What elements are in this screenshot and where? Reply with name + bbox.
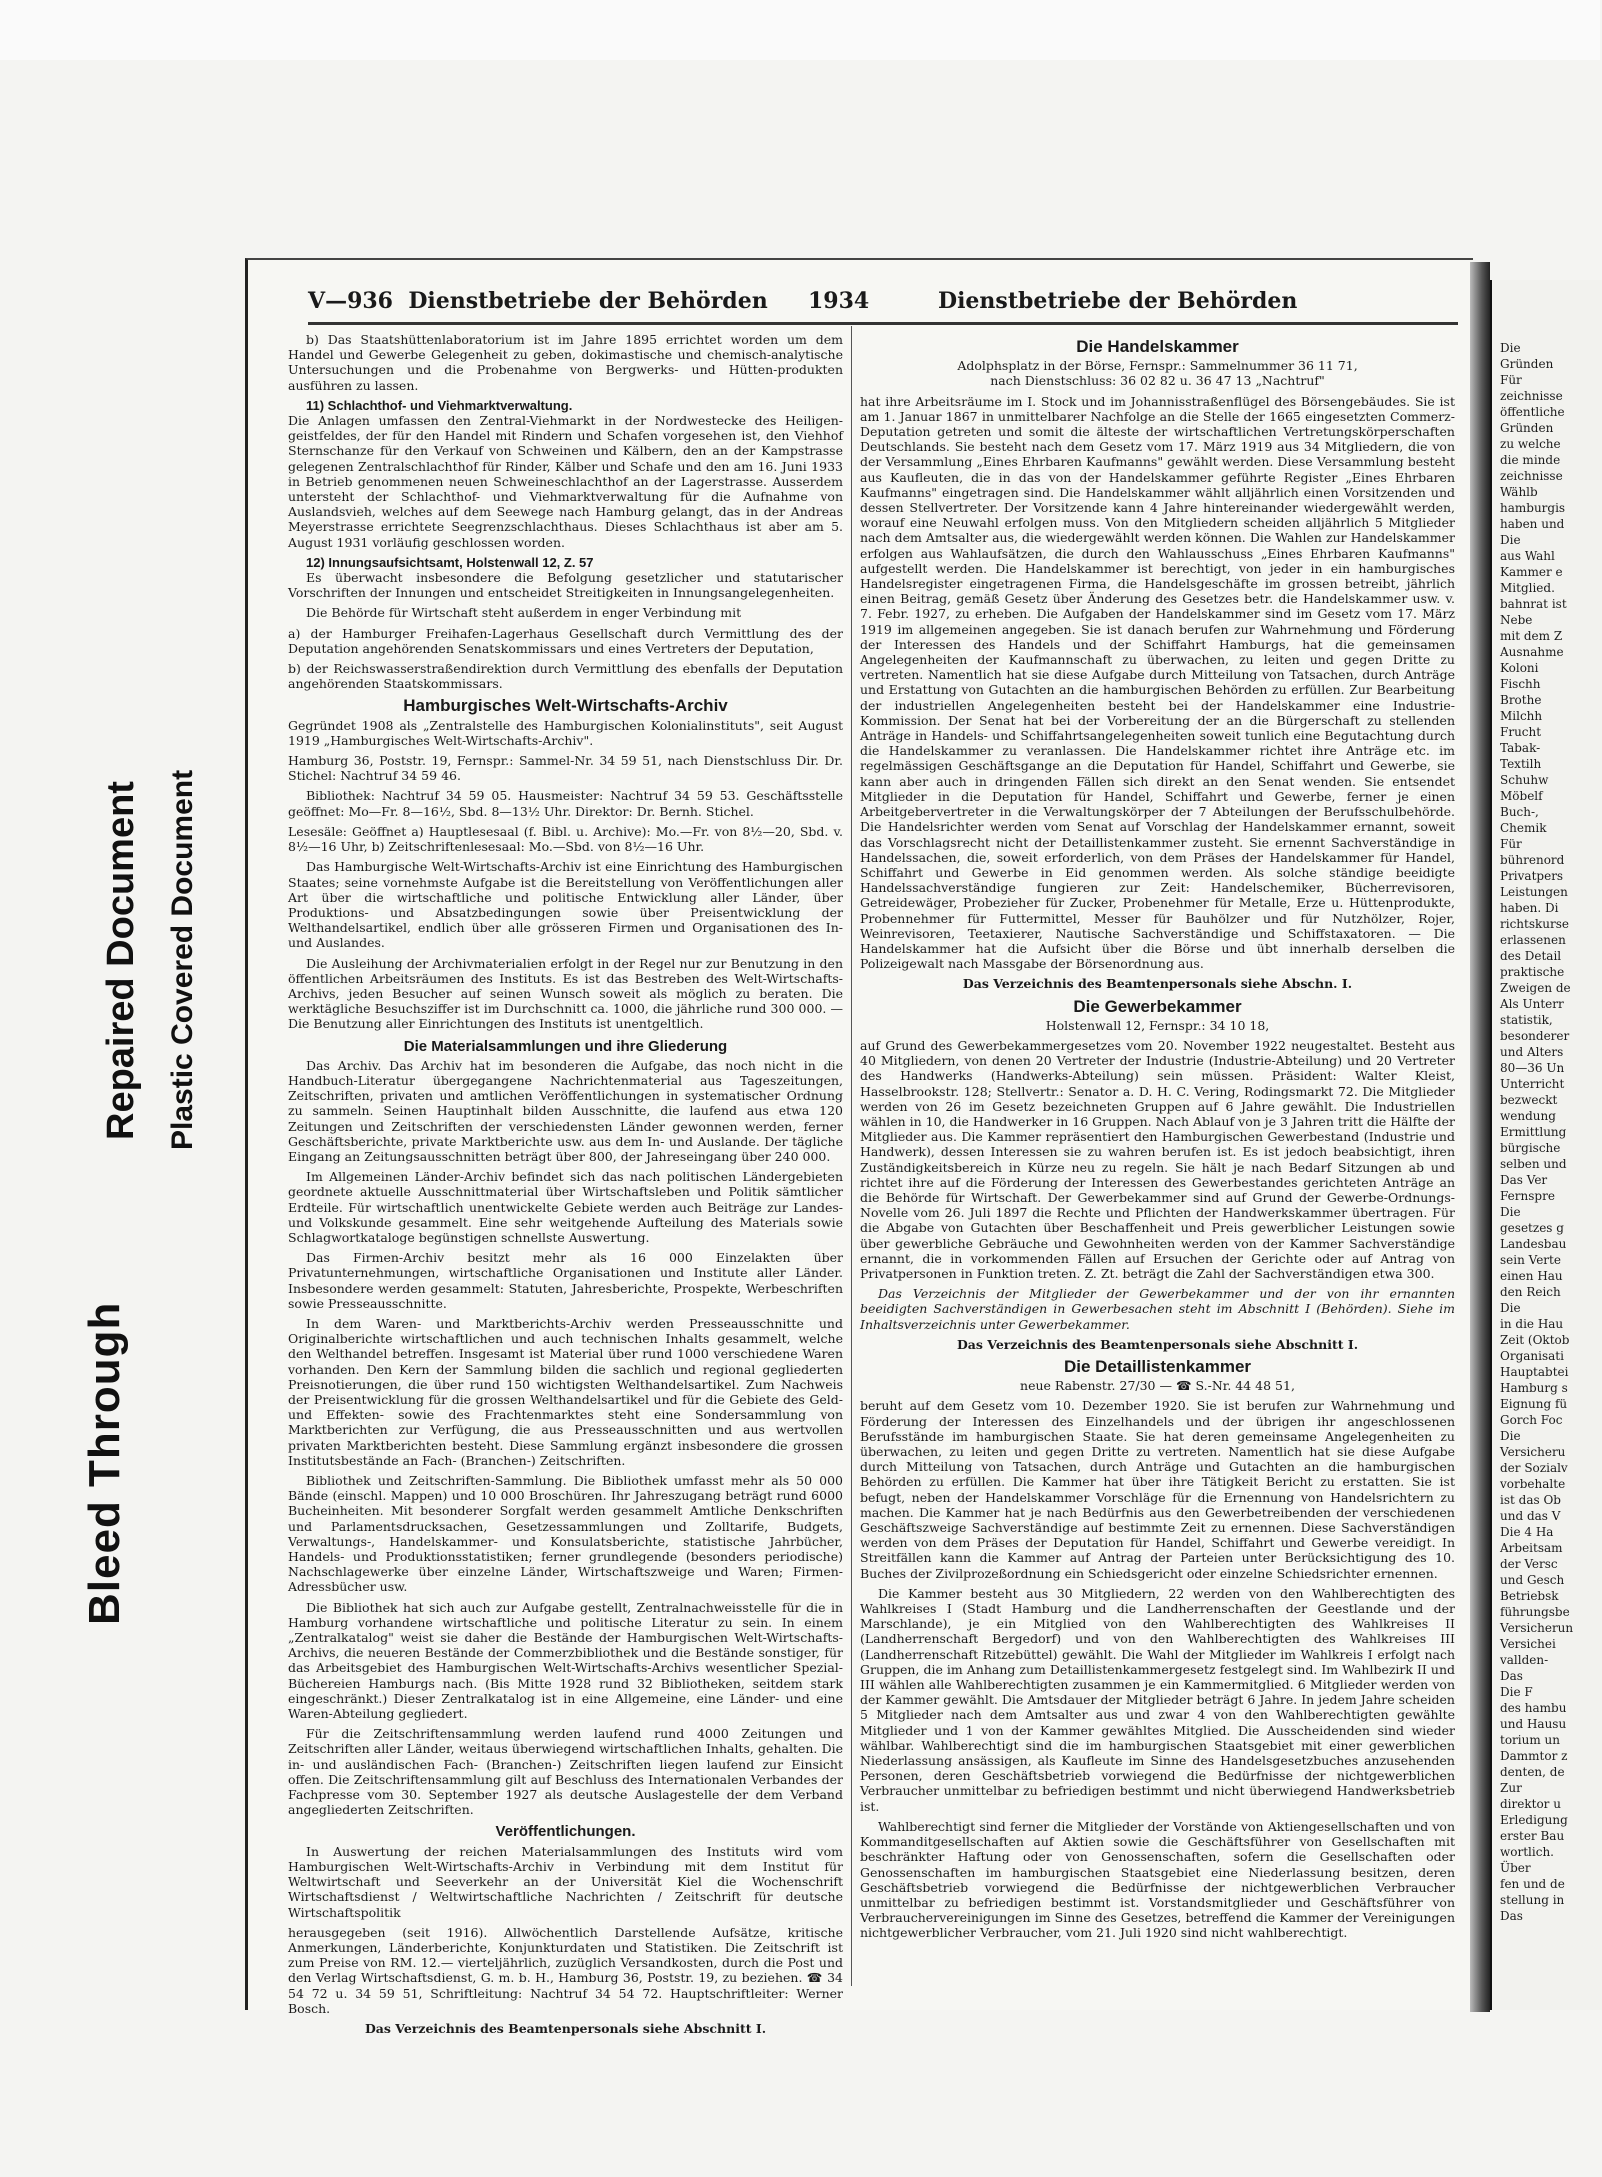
staatshuettenlaboratorium: b) Das Staatshüttenlaboratorium ist im Jahre 1895 errichtet worden um dem Handel und Gewerbe Gelegenheit zu geben, dokimastische und chemisch-analytische Untersuchungen und die Probenahme von Bergwerks- und Hütten-produkten ausführen zu lassen.	[288, 332, 843, 393]
facing-page-line: sein Verte	[1500, 1253, 1561, 1267]
facing-page-line: Hamburg s	[1500, 1381, 1568, 1395]
facing-page-line: Die	[1500, 341, 1521, 355]
bibliothek-paragraph-1: Bibliothek und Zeitschriften-Sammlung. Die Bibliothek umfasst mehr als 50 000 Bände (einschl. Mappen) und 10 000 Broschüren. Ihr Jahreszugang beträgt rund 6000 Bucheinheiten. Mit besonderer Sorgfalt werden gesammelt Amtliche Denkschriften und Parlamentsdrucksachen, Gesetzessammlungen und Zolltarife, Budgets, Verwaltungs-, Handelskammer- und Konsulatsberichte, statistische Jahrbücher, Handels- und Produktionsstatistiken; ferner grundlegende (besonders periodische) Nachschlagewerke über einzelne Länder, Wirtschaftszweige und Waren; Firmen-Adressbücher usw.	[288, 1473, 843, 1595]
facing-page-line: Das Ver	[1500, 1173, 1548, 1187]
facing-page-line: Fischh	[1500, 677, 1541, 691]
facing-page-line: selben und	[1500, 1157, 1567, 1171]
facing-page-line: Landesbau	[1500, 1237, 1567, 1251]
detaillistenkammer-heading: Die Detaillistenkammer	[1063, 1357, 1252, 1376]
bibliothek-paragraph-2: Die Bibliothek hat sich auch zur Aufgabe gestellt, Zentralnachweisstelle für die in Hamburg vorhandene wirtschaftliche und politische Literatur zu sein. In einem „Zentralkatalog" weist sie daher die Bestände der Hamburgischen Welt-Wirtschafts-Archivs, die neueren Bestände der Commerzbibliothek und die Bestände sonstiger, für das Arbeitsgebiet des Hamburgischen Welt-Wirtschafts-Archivs wesentlicher Spezial-Büchereien Hamburgs nach. (Bis Mitte 1928 rund 32 Bibliotheken, seitdem stark eingeschränkt.) Dieser Zentralkatalog ist in eine Allgemeine, eine Länder- und eine Waren-Abteilung gegliedert.	[288, 1599, 843, 1722]
facing-page-line: stellung in	[1500, 1893, 1565, 1907]
facing-page-line: des Detail	[1500, 949, 1562, 963]
gewerbekammer-footer: Das Verzeichnis des Beamtenpersonals siehe Abschnitt I.	[956, 1336, 1359, 1352]
behoerde-intro: Die Behörde für Wirtschaft steht außerdem in enger Verbindung mit	[306, 605, 742, 621]
facing-page-line: Organisati	[1500, 1349, 1564, 1363]
materials-archiv: Das Archiv. Das Archiv hat im besonderen die Aufgabe, das noch nicht in die Handbuch-Literatur übergegangene Nachrichtenmaterial aus Tageszeitungen, Zeitschriften, privaten und amtlichen Veröffentlichungen in systematischer Ordnung zu sammeln. Seinen Hauptinhalt bilden Ausschnitte, die laufend aus etwa 120 Zeitungen und Zeitschriften der verschiedensten Länder gewonnen werden, ferner Geschäftsberichte, private Marktberichte usw. aus dem In- und Auslande. Der tägliche Eingang an Zeitungsausschnitten beträgt über 800, der Jahreseingang über 240 000.	[288, 1057, 843, 1164]
detaillistenkammer-paragraph-1: beruht auf dem Gesetz vom 10. Dezember 1920. Sie ist berufen zur Wahrnehmung und Förderung der Interessen des Einzelhandels und der übrigen ihr angeschlossenen Berufsstände im hamburgischen Staate. Sie hat deren gemeinsame Angelegenheiten zu überwachen, zu leiten und gegen Dritte zu vertreten. Namentlich hat sie diese Aufgabe durch Mitteilung von Tatsachen, durch Anträge und Gutachten an die hamburgischen Behörden zu erfüllen. Die Kammer hat über ihre Tätigkeit Bericht zu erstatten. Sie ist befugt, neben der Handelskammer Vorschläge für die Ernennung von Handelsrichtern zu machen. Die Kammer hat je nach Bedürfnis aus den Gewerbetreibenden der verschiedenen Geschäftszweige Sachverständige auf bestimmte Zeit zu ernennen. Diese Sachverständigen werden von dem Präses der Deputation für Handel, Schiffahrt und Gewerbe vereidigt. In Streitfällen kann die Kammer auf Antrag der Parteien unter Berücksichtigung des 10. Buches der Zivilprozeßordnung ein Schiedsgericht oder einzelne Schiedsrichter ernennen.	[860, 1398, 1455, 1581]
facing-page-line: Zur	[1500, 1781, 1522, 1795]
running-title-right: Dienstbetriebe der Behörden	[938, 288, 1298, 314]
archiv-paragraph-2: Die Ausleihung der Archivmaterialien erfolgt in der Regel nur zur Benutzung in den öffentlichen Arbeitsräumen des Instituts. Es ist das Bestreben des Welt-Wirtschafts-Archivs, jeden Besucher auf seinen Wunsch soweit als möglich zu beraten. Die werktägliche Besuchsziffer ist im Durchschnitt ca. 1000, die jährliche rund 300 000. — Die Benutzung aller Einrichtungen des Instituts ist unentgeltlich.	[288, 955, 843, 1032]
facing-page-line: Zeit (Oktob	[1500, 1333, 1570, 1347]
facing-page-line: Koloni	[1500, 661, 1539, 675]
facing-page-line: Gorch Foc	[1500, 1413, 1563, 1427]
publications-paragraph-1: In Auswertung der reichen Materialsammlungen des Instituts wird vom Hamburgischen Welt-Wirtschafts-Archiv in Verbindung mit dem Institut für Weltwirtschaft und Seeverkehr an der Universität Kiel die Wochenschrift Wirtschaftsdienst / Weltwirtschaftliche Nachrichten / Zeitschrift für deutsche Wirtschaftspolitik	[288, 1843, 843, 1920]
facing-page-line: Versicherun	[1500, 1621, 1574, 1635]
facing-page-line: Dammtor z	[1500, 1749, 1568, 1763]
left-footer-note: Das Verzeichnis des Beamtenpersonals siehe Abschnitt I.	[364, 2020, 767, 2036]
section-11-text: Die Anlagen umfassen den Zentral-Viehmarkt in der Nordwestecke des Heiligen-geistfeldes, der für den Handel mit Rindern und Schafen vorgesehen ist, den Viehhof Sternschanze für den Verkauf von Schweinen und Kälbern, den an der Kampstrasse gelegenen Zentralschlachthof für Rinder, Kälber und Schafe und den am 16. Juni 1933 in Betrieb genommenen neuen Schweineschlachthof an der Lagerstrasse. Ausserdem untersteht der Schlachthof- und Viehmarktverwaltung für die Aufnahme von Auslandsvieh, welches auf dem Seewege nach Hamburg gelangt, das in der Andreas Meyerstrasse errichtete Seegrenzschlachthaus. Dieses Schlachthaus ist aber am 5. August 1931 vorläufig geschlossen worden.	[288, 413, 843, 550]
detaillistenkammer-address: neue Rabenstr. 27/30 — ☎ S.-Nr. 44 48 51,	[1020, 1378, 1295, 1394]
facing-page-line: den Reich	[1500, 1285, 1561, 1299]
facing-page-line: erlassenen	[1500, 933, 1566, 947]
facing-page-line: wortlich.	[1500, 1845, 1554, 1859]
facing-page-line: vorbehalte	[1500, 1477, 1566, 1491]
facing-page-line: bahnrat ist	[1500, 597, 1567, 611]
facing-page-line: Fernspre	[1500, 1189, 1555, 1203]
facing-page-line: die minde	[1500, 453, 1561, 467]
facing-page-line: torium un	[1500, 1733, 1560, 1747]
left-column	[288, 332, 843, 2041]
facing-page-line: Für	[1500, 837, 1522, 851]
archiv-heading: Hamburgisches Welt-Wirtschafts-Archiv	[403, 696, 728, 716]
facing-page-line: des hambu	[1500, 1701, 1567, 1715]
facing-page-line: Buch-,	[1500, 805, 1539, 819]
facing-page-line: Möbelf	[1500, 789, 1543, 803]
facing-page-line: Ermittlung	[1500, 1125, 1567, 1139]
facing-page-line: Mitglied.	[1500, 581, 1555, 595]
handelskammer-footer: Das Verzeichnis des Beamtenpersonals siehe Abschn. I.	[962, 976, 1353, 992]
detaillistenkammer-paragraph-3: Wahlberechtigt sind ferner die Mitglieder der Vorstände von Aktiengesellschaften und von Kommanditgesellschaften auf Aktien sowie die Geschäftsführer von Gesellschaften mit beschränkter Haftung oder von Genossenschaften, sofern die Gesellschaften oder Genossenschaften im hamburgischen Staatsgebiet eine Niederlassung besitzen, deren Geschäftsbetrieb vorwiegend die Bedürfnisse der nichtgewerblichen Verbraucher unmittelbar zu befriedigen bestimmt ist. Vorstandsmitglieder und Geschäftsführer von Verbrauchervereinigungen im Sinne des Gesetzes, betreffend die Kammer der Vereinigungen nichtgewerblicher Verbraucher, vom 21. Juli 1920 sind nicht wahlberechtigt.	[860, 1818, 1455, 1941]
facing-page-line: Wählb	[1500, 485, 1538, 499]
facing-page-line: Das	[1500, 1669, 1523, 1683]
facing-page-line: und Alters	[1500, 1045, 1564, 1059]
facing-page-line: Leistungen	[1500, 885, 1568, 899]
facing-page-line: Die	[1500, 1429, 1521, 1443]
behoerde-a: a) der Hamburger Freihafen-Lagerhaus Gesellschaft durch Vermittlung des der Deputation angehörenden Senatskommissars und eines Vertreters der Deputation,	[288, 625, 843, 656]
facing-page-line: zeichnisse	[1500, 469, 1563, 483]
facing-page-line: Nebe	[1500, 613, 1533, 627]
facing-page-line: Arbeitsam	[1500, 1541, 1563, 1555]
archiv-founded: Gegründet 1908 als „Zentralstelle des Hamburgischen Kolonialinstituts", seit August 1919 „Hamburgisches Welt-Wirtschafts-Archiv".	[288, 717, 843, 748]
handelskammer-address-1: Adolphsplatz in der Börse, Fernspr.: Sammelnummer 36 11 71,	[957, 358, 1358, 374]
facing-page-line: bürgische	[1500, 1141, 1561, 1155]
facing-page-line: Erledigung	[1500, 1813, 1568, 1827]
facing-page-line: denten, de	[1500, 1765, 1565, 1779]
archiv-reading-rooms: Lesesäle: Geöffnet a) Hauptlesesaal (f. Bibl. u. Archive): Mo.—Fr. von 8½—20, Sbd. v. 8½—16 Uhr, b) Zeitschriftenlesesaal: Mo.—Sbd. von 8½—16 Uhr.	[288, 823, 843, 855]
facing-page-line: wendung	[1500, 1109, 1556, 1123]
header-rule	[308, 322, 1458, 325]
materials-waren: In dem Waren- und Marktberichts-Archiv werden Presseausschnitte und Originalberichte wirtschaftlichen und auch technischen Inhalts gesammelt, welche den Welthandel betreffen. Insgesamt ist Material über rund 1000 verschiedene Waren vorhanden. Den Kern der Sammlung bilden die sachlich und regional gegliederten Preisnotierungen, die über rund 150 wichtigsten Welthandelsartikel. Zum Nachweis der Preisentwicklung für die grossen Welthandelsartikel und für die Gebiete des Geld- und Effekten- sowie des Frachtenmarktes steht eine Sondersammlung von Marktberichten zur Verfügung, die aus Presseausschnitten und aus wertvollen privaten Marktberichten besteht. Diese Sammlung ergänzt insbesondere die grossen Institutsbestände an Fach- (Branchen-) Zeitschriften.	[288, 1315, 843, 1468]
facing-page-line: Gründen	[1500, 357, 1554, 371]
archiv-paragraph-1: Das Hamburgische Welt-Wirtschafts-Archiv ist eine Einrichtung des Hamburgischen Staates; seine vornehmste Aufgabe ist die Bereitstellung von Veröffentlichungen aller Art über die wirtschaftliche und politische Entwicklung aller Länder, über Produktions- und Absatzbedingungen sowie über Preisentwicklung der Welthandelsartikel, endlich über alle grösseren Firmen und Organisationen des In- und Auslandes.	[288, 859, 843, 951]
facing-page-line: Das	[1500, 1909, 1523, 1923]
facing-page-line: Die	[1500, 1301, 1521, 1315]
facing-page-line: Kammer e	[1500, 565, 1563, 579]
materials-laender: Im Allgemeinen Länder-Archiv befindet sich das nach politischen Ländergebieten geordnete aktuelle Ausschnittmaterial über Wirtschaftsleben und Politik sämtlicher Erdteile. Für wirtschaftlich unentwickelte Gebiete werden auch Beiträge zur Landes- und Volkskunde gesammelt. Eine sehr weitgehende Aufteilung des Materials sowie Schlagwortkataloge begünstigen schnellste Auswertung.	[288, 1169, 843, 1245]
facing-page-line: Über	[1500, 1861, 1531, 1875]
facing-page-line: vallden-	[1500, 1653, 1549, 1667]
facing-page-line: gesetzes g	[1500, 1221, 1564, 1235]
gewerbekammer-address: Holstenwall 12, Fernspr.: 34 10 18,	[1045, 1017, 1270, 1033]
facing-page-line: und das V	[1500, 1509, 1561, 1523]
facing-page-line: Schuhw	[1500, 773, 1549, 787]
bibliothek-paragraph-3: Für die Zeitschriftensammlung werden laufend rund 4000 Zeitungen und Zeitschriften aller Länder, weitaus überwiegend wirtschaftlichen Inhalts, gehalten. Die in- und ausländischen Fach- (Branchen-) Zeitschriften liegen laufend zur Einsicht offen. Die Zeitschriftensammlung gilt auf Beschluss des Internationalen Verbandes der Fachpresse vom 30. September 1927 als deutsche Auslagestelle der dem Verband angegliederten Zeitschriften.	[288, 1726, 843, 1818]
plastic-covered-label: Plastic Covered Document	[166, 769, 199, 1150]
section-11-title: 11) Schlachthof- und Viehmarktverwaltung.	[306, 397, 573, 413]
year: 1934	[808, 288, 870, 314]
facing-page-line: bührenord	[1500, 853, 1565, 867]
right-column	[860, 332, 1455, 1946]
facing-page-line: Ausnahme	[1500, 645, 1564, 659]
publications-heading: Veröffentlichungen.	[495, 1823, 636, 1841]
facing-page-line: und Gesch	[1500, 1573, 1565, 1587]
handelskammer-text: hat ihre Arbeitsräume im I. Stock und im Johannisstraßenflügel des Börsengebäudes. Sie ist am 1. Januar 1867 in unmittelbarer Nachfolge an die Stelle der 1665 eingesetzten Commerz-Deputation getreten und somit die älteste der wirtschaftlichen Vertretungskörperschaften Deutschlands. Sie besteht nach dem Gesetz vom 17. März 1919 aus 34 Mitgliedern, die von der Versammlung „Eines Ehrbaren Kaufmanns" gewählt werden. Diese Versammlung besteht aus Kaufleuten, die in das von der Handelskammer geführte Register „Eines Ehrbaren Kaufmanns" eingetragen sind. Die Handelskammer wählt alljährlich einen Vorsitzenden und dessen Stellvertreter. Der Vorsitzende kann 4 Jahre hintereinander wiedergewählt werden, worauf eine Neuwahl erfolgen muss. Von den Mitgliedern scheiden alljährlich 5 Mitglieder nach dem Amtsalter aus, die wiedergewählt werden können. Die Wahlen zur Handelskammer erfolgen aus Wahlaufsätzen, die durch den Wahlausschuss „Eines Ehrbaren Kaufmanns" aufgestellt werden. Die Handelskammer ist berechtigt, von jeder in ein hamburgisches Handelsregister eingetragenen Firma, die Handelsgeschäfte im grossen betreibt, jährlich einen Beitrag, gemäß Gesetz über Änderung des Gesetzes betr. die Handelskammer usw. v. 7. Febr. 1927, zu erheben. Die Aufgaben der Handelskammer sind im Gesetz vom 17. März 1919 im allgemeinen angegeben. Sie ist danach berufen zur Wahrnehmung und Förderung der Interessen des Handels und der Schiffahrt Hamburgs, hat die gemeinsamen Angelegenheiten der Kaufmannschaft zu überwachen, zu leiten und gegen Dritte zu vertreten. Namentlich hat sie diese Aufgabe durch Mitteilung von Tatsachen, durch Anträge und Erstattung von Gutachten an die hamburgischen Behörden zu erfüllen. Zur Bearbeitung der industriellen Angelegenheiten besteht bei der Handelskammer eine Industrie-Kommission. Der Senat hat bei der Vorbereitung der an die Bürgerschaft zu stellenden Anträge in Handels- und Schiffahrtsangelegenheiten soweit tunlich eine Begutachtung durch die Handelskammer zu veranlassen. Die Handelskammer richtet ihre Anträge etc. im regelmässigen Geschäftsgange an die Deputation für Handel, Schiffahrt und Gewerbe, sie kann aber auch in dringenden Fällen sich direkt an den Senat wenden. Sie entsendet Mitglieder in die Deputation für Handel, Schiffahrt und Gewerbe, ferner je einen Arbeitgebervertreter in die Verwaltungskörper der 7 Abteilungen der Berufsschulbehörde. Die Handelsrichter werden vom Senat auf Vorschlag der Handelskammer ernannt, soweit das Vorschlagsrecht nicht der Detaillistenkammer zusteht. Sie ernennt Sachverständige in Handelssachen, die, soweit erforderlich, von dem Präses der Handelskammer für Handel, Schiffahrt und Gewerbe in Eid genommen werden. Als solche ständige beeidigte Handelssachverständige fungieren zur Zeit: Handelschemiker, Bücherrevisoren, Getreidewäger, Probezieher für Zucker, Probenehmer für Metalle, Erze u. Hüttenprodukte, Probennehmer für Futtermittel, Messer für Bauhölzer und für Nutzhölzer, Rojer, Weinrevisoren, Teetaxierer, Nautische Sachverständige und Schiffstaxatoren. — Die Handelskammer hat die Aufsicht über die Börse und übt innerhalb derselben die Polizeigewalt nach Massgabe der Börsenordnung aus.	[860, 393, 1455, 972]
facing-page-line: der Sozialv	[1500, 1461, 1568, 1475]
facing-page-line: erster Bau	[1500, 1829, 1565, 1843]
archiv-address: Hamburg 36, Poststr. 19, Fernspr.: Sammel-Nr. 34 59 51, nach Dienstschluss Dir. Dr. Stichel: Nachtruf 34 59 46.	[288, 753, 843, 784]
publications-paragraph-2: herausgegeben (seit 1916). Allwöchentlich Darstellende Aufsätze, kritische Anmerkungen, Länderberichte, Konjunkturdaten und Statistiken. Die Zeitschrift ist zum Preise von RM. 12.— vierteljährlich, zuzüglich Versandkosten, durch die Post und den Verlag Wirtschaftsdienst, G. m. b. H., Hamburg 36, Poststr. 19, zu beziehen. ☎ 34 54 72 u. 34 59 51, Schriftleitung: Nachtruf 34 54 72. Hauptschriftleiter: Werner Bosch.	[288, 1924, 843, 2016]
facing-page-fragment	[1490, 280, 1602, 2010]
facing-page-line: der Versc	[1500, 1557, 1558, 1571]
facing-page-line: zu welche	[1500, 437, 1561, 451]
bleed-through-label: Bleed Through	[80, 1301, 129, 1625]
facing-page-line: direktor u	[1500, 1797, 1561, 1811]
facing-page-line: und Hausu	[1500, 1717, 1567, 1731]
facing-page-line: Unterricht	[1500, 1077, 1565, 1091]
handelskammer-address-2: nach Dienstschluss: 36 02 82 u. 36 47 13 „Nachtruf"	[990, 373, 1325, 389]
facing-page-line: Hauptabtei	[1500, 1365, 1569, 1379]
facing-page-line: Gründen	[1500, 421, 1554, 435]
facing-page-line: Chemik	[1500, 821, 1547, 835]
facing-page-line: Die	[1500, 1205, 1521, 1219]
facing-page-line: haben und	[1500, 517, 1565, 531]
facing-page-line: Eignung fü	[1500, 1397, 1568, 1411]
facing-page-line: in die Hau	[1500, 1317, 1564, 1331]
book-gutter	[1470, 262, 1490, 2012]
facing-page-line: Frucht	[1500, 725, 1542, 739]
facing-page-line: praktische	[1500, 965, 1565, 979]
facing-page-line: Versichei	[1500, 1637, 1556, 1651]
facing-page-line: Brothe	[1500, 693, 1542, 707]
materials-heading: Die Materialsammlungen und ihre Gliederung	[403, 1037, 728, 1055]
facing-page-line: Die	[1500, 533, 1521, 547]
page-header	[308, 288, 1458, 322]
facing-page-line: zeichnisse	[1500, 389, 1563, 403]
facing-page-line: Textilh	[1500, 757, 1542, 771]
gewerbekammer-note: Das Verzeichnis der Mitglieder der Gewerbekammer und der von ihr ernannten beeidigten Sachverständigen in Gewerbesachen steht im Abschnitt I (Behörden). Siehe im Inhaltsverzeichnis unter Gewerbekammer.	[860, 1286, 1455, 1332]
facing-page-line: führungsbe	[1500, 1605, 1570, 1619]
facing-page-line: Die F	[1500, 1685, 1533, 1699]
page-number: V—936	[308, 288, 393, 314]
facing-page-line: statistik,	[1500, 1013, 1553, 1027]
facing-page-line: Als Unterr	[1500, 997, 1564, 1011]
facing-page-line: fen und de	[1500, 1877, 1565, 1891]
facing-page-line: Zweigen de	[1500, 981, 1571, 995]
facing-page-line: Milchh	[1500, 709, 1543, 723]
facing-page-line: Tabak-	[1500, 741, 1541, 755]
scan-top-margin	[0, 0, 1600, 60]
facing-page-line: Die 4 Ha	[1500, 1525, 1554, 1539]
archiv-library: Bibliothek: Nachtruf 34 59 05. Hausmeister: Nachtruf 34 59 53. Geschäftsstelle geöffnet: Mo—Fr. 8—16½, Sbd. 8—13½ Uhr. Direktor: Dr. Bernh. Stichel.	[288, 788, 843, 819]
facing-page-line: richtskurse	[1500, 917, 1569, 931]
facing-page-line: bezweckt	[1500, 1093, 1558, 1107]
facing-page-line: Privatpers	[1500, 869, 1564, 883]
document-page	[245, 258, 1473, 2036]
detaillistenkammer-paragraph-2: Die Kammer besteht aus 30 Mitgliedern, 22 werden von den Wahlberechtigten des Wahlkreises I (Stadt Hamburg und die Landherrenschaften der Geestlande und der Marschlande), je ein Mitglied von den Wahlberechtigten des Wahlkreises II (Landherrenschaft Bergedorf) und von den Wahlberechtigten des Wahlkreises III (Landherrenschaft Ritzebüttel) gewählt. Die Wahl der Mitglieder im Wahlkreis I erfolgt nach Gruppen, die im Anhang zum Detaillistenkammergesetz festgelegt sind. Im Wahlbezirk II und III wählen alle Wahlberechtigten zusammen je ein Kammermitglied. 6 Mitglieder werden von der Kammer gewählt. Die Amtsdauer der Mitglieder beträgt 6 Jahre. In jedem Jahre scheiden 5 Mitglieder nach dem Amtsalter aus und zwar 4 von den Wahlberechtigten gewählte Mitglieder und 1 von der Kammer gewähltes Mitglied. Die Ausscheidenden sind wieder wählbar. Wahlberechtigt sind die im hamburgischen Staatsgebiet mit einer gewerblichen Niederlassung ansässigen, als Kaufleute im Sinne des Handelsgesetzbuches anzusehenden Personen, deren Geschäftsbetrieb vorwiegend die Bedürfnisse der nichtgewerblichen Verbraucher unmittelbar zu befriedigen bestimmt und nicht überwiegend Handwerksbetrieb ist.	[860, 1585, 1455, 1814]
facing-page-line: öffentliche	[1500, 405, 1565, 419]
gewerbekammer-text: auf Grund des Gewerbekammergesetzes vom 20. November 1922 neugestaltet. Besteht aus 40 Mitgliedern, von denen 20 Vertreter der Industrie (Industrie-Abteilung) und 20 Vertreter des Handwerks (Handwerks-Abteilung) sein müssen. Präsident: Walter Kleist, Hasselbrookstr. 128; Stellvertr.: Senator a. D. H. C. Vering, Rodingsmarkt 72. Die Mitglieder werden von 26 im Gesetz bezeichneten Gruppen auf 6 Jahre gewählt. Die Industriellen wählen in 10, die Handwerker in 16 Gruppen. Nach Ablauf von je 3 Jahren tritt die Hälfte der Mitglieder aus. Die Kammer repräsentiert den Hamburgischen Gewerbestand (Industrie und Handwerk), dessen Interessen sie zu wahren berufen ist. Es ist jedoch beabsichtigt, ihren Zuständigkeitsbereich in Kürze neu zu regeln. Sie hält je nach Bedarf Sitzungen ab und richtet ihre auf die Förderung der Interessen des Gewerbestandes gerichteten Anträge an die Behörde für Wirtschaft. Der Gewerbekammer sind auf Grund der Gewerbe-Ordnungs-Novelle vom 26. Juli 1897 die Rechte und Pflichten der Handwerkskammer übertragen. Für die Abgabe von Gutachten über Beschaffenheit und Preis gewerblicher Leistungen sowie über gewerbliche Gebräuche und Gewohnheiten werden von der Kammer Sachverständige ernannt, die in vorkommenden Fällen auf Ersuchen der Gerichte oder auf Antrag von Privatpersonen in Funktion treten. Z. Zt. beträgt die Zahl der Sachverständigen etwa 300.	[860, 1037, 1455, 1281]
repaired-document-label: Repaired Document	[100, 781, 142, 1140]
gewerbekammer-heading: Die Gewerbekammer	[1073, 996, 1242, 1016]
column-separator	[851, 326, 852, 1986]
facing-page-line: besonderer	[1500, 1029, 1570, 1043]
behoerde-b: b) der Reichswasserstraßendirektion durch Vermittlung des ebenfalls der Deputation angehörenden Staatskommissars.	[288, 661, 843, 692]
running-title-left: Dienstbetriebe der Behörden	[408, 288, 768, 314]
handelskammer-heading: Die Handelskammer	[1076, 337, 1239, 356]
facing-page-line: ist das Ob	[1500, 1493, 1561, 1507]
facing-page-line: Versicheru	[1500, 1445, 1566, 1459]
materials-firmen: Das Firmen-Archiv besitzt mehr als 16 000 Einzelakten über Privatunternehmungen, wirtschaftliche Organisationen und Institute aller Länder. Insbesondere werden gesammelt: Statuten, Jahresberichte, Prospekte, Werbeschriften sowie Presseausschnitte.	[288, 1250, 843, 1311]
page-number-and-title	[308, 288, 768, 314]
facing-page-line: mit dem Z	[1500, 629, 1563, 643]
facing-page-text	[1492, 280, 1602, 1924]
facing-page-line: einen Hau	[1500, 1269, 1563, 1283]
facing-page-line: Betriebsk	[1500, 1589, 1559, 1603]
facing-page-line: hamburgis	[1500, 501, 1566, 515]
facing-page-line: haben. Di	[1500, 901, 1559, 915]
facing-page-line: 80—36 Un	[1500, 1061, 1565, 1075]
section-12-title: 12) Innungsaufsichtsamt, Holstenwall 12, Z. 57	[306, 554, 594, 570]
facing-page-line: Für	[1500, 373, 1522, 387]
section-12-text: Es überwacht insbesondere die Befolgung gesetzlicher und statutarischer Vorschriften der Innungen und entscheidet Streitigkeiten in Innungsangelegenheiten.	[288, 570, 843, 601]
facing-page-line: aus Wahl	[1500, 549, 1555, 563]
